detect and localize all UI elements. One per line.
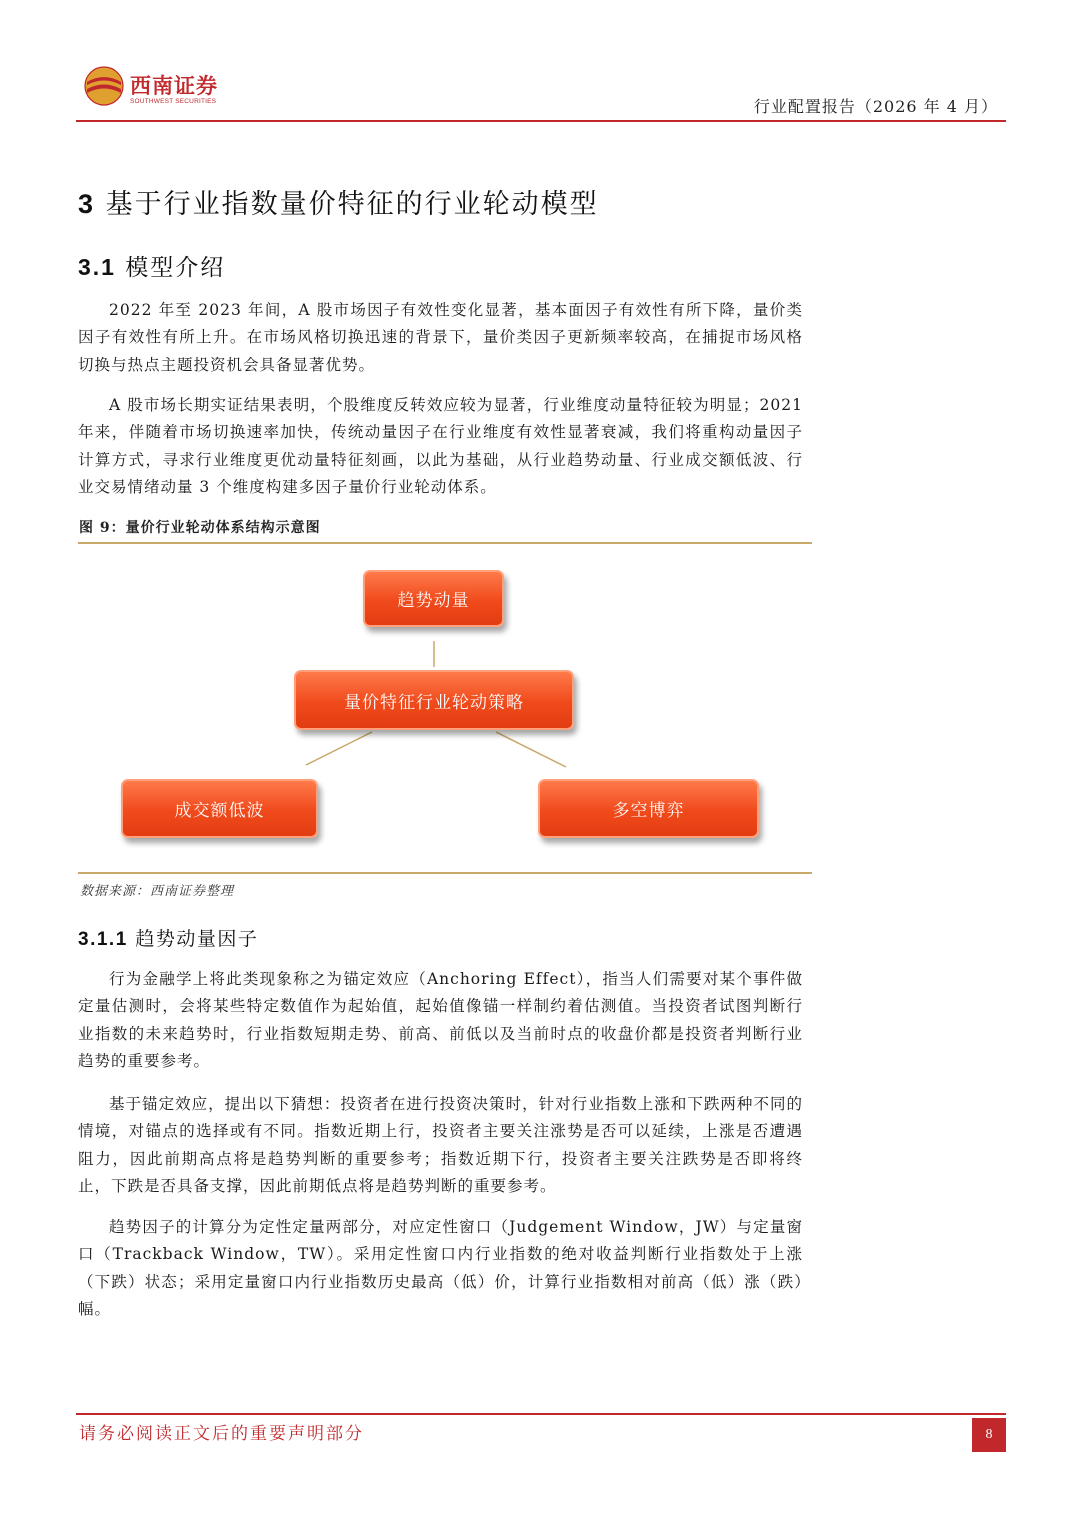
subsection-heading [78, 249, 225, 282]
logo-text: 西南证券 [130, 73, 218, 98]
node-long-short: 多空博弈 [538, 779, 759, 838]
paragraph: 2022 年至 2023 年间，A 股市场因子有效性变化显著，基本面因子有效性有所下降，量价类因子有效性有所上升。在市场风格切换迅速的背景下，量价类因子更新频率较高，在捕捉市场风格切换与热点主题投资机会具备显著优势。 [78, 301, 803, 374]
node-strategy: 量价特征行业轮动策略 [294, 670, 574, 730]
connector-center-left [306, 732, 372, 765]
footer-divider [76, 1413, 1006, 1415]
figure-caption: 图 9：量价行业轮动体系结构示意图 [79, 520, 321, 536]
subsection-title: 模型介绍 [125, 255, 226, 281]
page-number: 8 [972, 1418, 1006, 1452]
node-trend-momentum: 趋势动量 [363, 570, 504, 627]
section-number: 3 [78, 189, 96, 219]
company-logo [84, 66, 224, 110]
subsubsection-title: 趋势动量因子 [135, 928, 259, 950]
section-heading [78, 182, 599, 221]
figure-source: 数据来源：西南证券整理 [80, 884, 235, 899]
subsection-number: 3.1 [78, 254, 116, 280]
logo-mark-icon [84, 66, 124, 106]
subsubsection-heading [78, 924, 258, 951]
connector-center-right [496, 732, 566, 767]
paragraph: 基于锚定效应，提出以下猜想：投资者在进行投资决策时，针对行业指数上涨和下跌两种不同的情境，对锚点的选择或有不同。指数近期上行，投资者主要关注涨势是否可以延续，上涨是否遭遇阻力，因此前期高点将是趋势判断的重要参考；指数近期下行，投资者主要关注跌势是否即将终止，下跌是否具备支撑，因此前期低点将是趋势判断的重要参考。 [78, 1095, 803, 1195]
paragraph: A 股市场长期实证结果表明，个股维度反转效应较为显著，行业维度动量特征较为明显；2021 年来，伴随着市场切换速率加快，传统动量因子在行业维度有效性显著衰减，我们将重构动量因子计算方式，寻求行业维度更优动量特征刻画，以此为基础，从行业趋势动量、行业成交额低波、行业交易情绪动量 3 个维度构建多因子量价行业轮动体系。 [78, 396, 803, 496]
paragraph: 趋势因子的计算分为定性定量两部分，对应定性窗口（Judgement Window，JW）与定量窗口（Trackback Window，TW）。采用定性窗口内行业指数的绝对收益判断行业指数处于上涨（下跌）状态；采用定量窗口内行业指数历史最高（低）价，计算行业指数相对前高（低）涨（跌）幅。 [78, 1218, 803, 1318]
figure-bottom-rule [78, 872, 812, 874]
logo-subtext: SOUTHWEST SECURITIES [130, 98, 217, 105]
section-title: 基于行业指数量价特征的行业轮动模型 [105, 189, 599, 220]
footer-disclaimer: 请务必阅读正文后的重要声明部分 [79, 1424, 364, 1444]
figure-top-rule [78, 542, 812, 544]
header-divider [76, 120, 1006, 122]
report-title: 行业配置报告（2026 年 4 月） [753, 97, 998, 116]
subsubsection-number: 3.1.1 [78, 929, 128, 950]
node-turnover-low-vol: 成交额低波 [121, 779, 318, 838]
paragraph: 行为金融学上将此类现象称之为锚定效应（Anchoring Effect），指当人们需要对某个事件做定量估测时，会将某些特定数值作为起始值，起始值像锚一样制约着估测值。当投资者试图判断行业指数的未来趋势时，行业指数短期走势、前高、前低以及当前时点的收盘价都是投资者判断行业趋势的重要参考。 [78, 970, 803, 1070]
